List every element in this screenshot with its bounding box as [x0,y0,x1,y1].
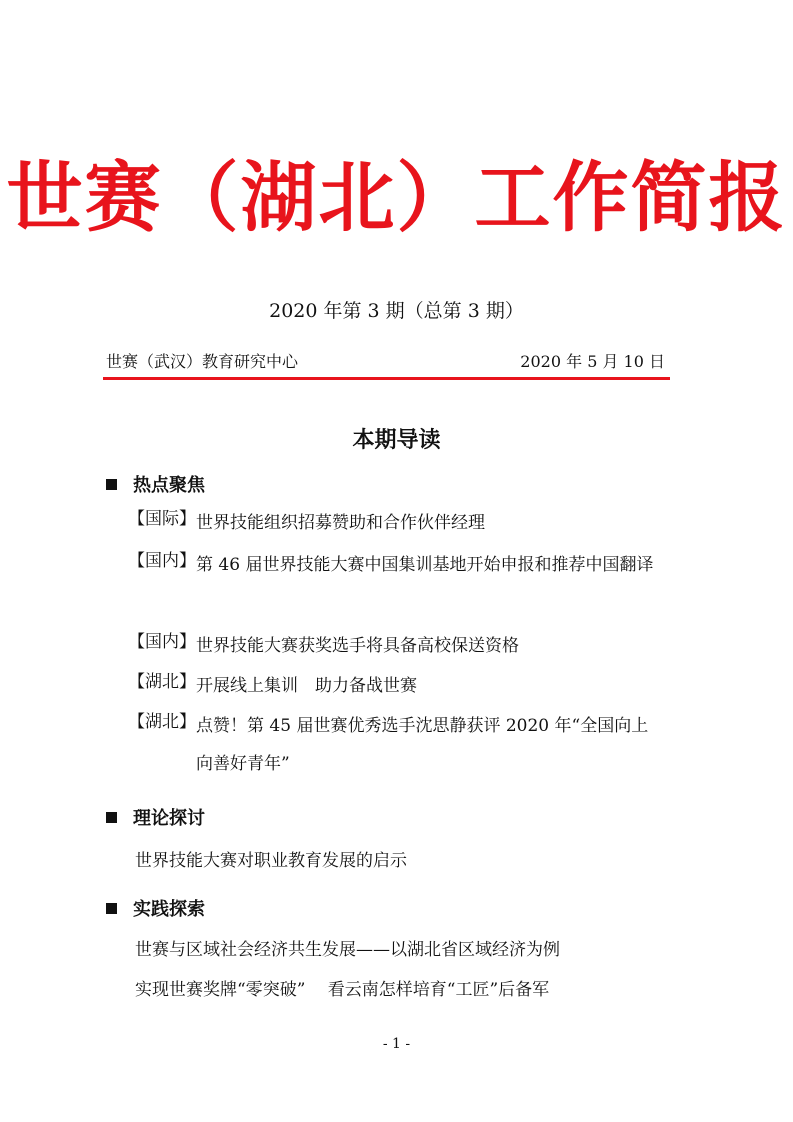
item-text: 开展线上集训 助力备战世赛 [196,676,417,696]
item-text: 第 46 届世界技能大赛中国集训基地开始申报和推荐中国翻译 [196,555,654,575]
page-number: - 1 - [382,1036,411,1052]
item-tag: 【湖北】 [128,672,196,692]
list-item[interactable]: 实现世赛奖牌“零突破” 看云南怎样培育“工匠”后备军 [135,980,550,1000]
section-heading-text: 实践探索 [133,899,205,920]
item-text: 点赞！第 45 届世赛优秀选手沈思静获评 2020 年“全国向上向善好青年” [196,716,649,774]
masthead-title: 世赛（湖北）工作简报 [6,153,787,242]
section-heading [106,804,205,830]
list-item[interactable] [128,667,664,705]
section-heading-text: 理论探讨 [133,808,205,829]
item-tag: 【湖北】 [128,712,196,732]
item-tag: 【国际】 [128,509,196,529]
list-item[interactable] [128,546,664,584]
item-text: 世界技能大赛获奖选手将具备高校保送资格 [196,636,519,656]
organization-name: 世赛（武汉）教育研究中心 [106,352,299,371]
section-heading-text: 热点聚焦 [133,475,205,496]
list-item[interactable]: 世界技能大赛对职业教育发展的启示 [135,851,407,871]
list-item[interactable] [128,627,664,665]
publish-date: 2020 年 5 月 10 日 [520,352,665,371]
issue-number: 2020 年第 3 期（总第 3 期） [269,300,524,322]
list-item[interactable] [128,707,664,783]
section-heading [106,895,205,921]
square-bullet-icon [106,903,117,914]
item-tag: 【国内】 [128,551,196,571]
section-heading [106,471,205,497]
toc-title: 本期导读 [352,428,441,453]
list-item[interactable] [128,504,664,542]
header-divider [103,377,670,380]
square-bullet-icon [106,812,117,823]
item-text: 世界技能组织招募赞助和合作伙伴经理 [196,513,485,533]
list-item[interactable]: 世赛与区域社会经济共生发展——以湖北省区域经济为例 [135,940,560,960]
item-tag: 【国内】 [128,632,196,652]
square-bullet-icon [106,479,117,490]
